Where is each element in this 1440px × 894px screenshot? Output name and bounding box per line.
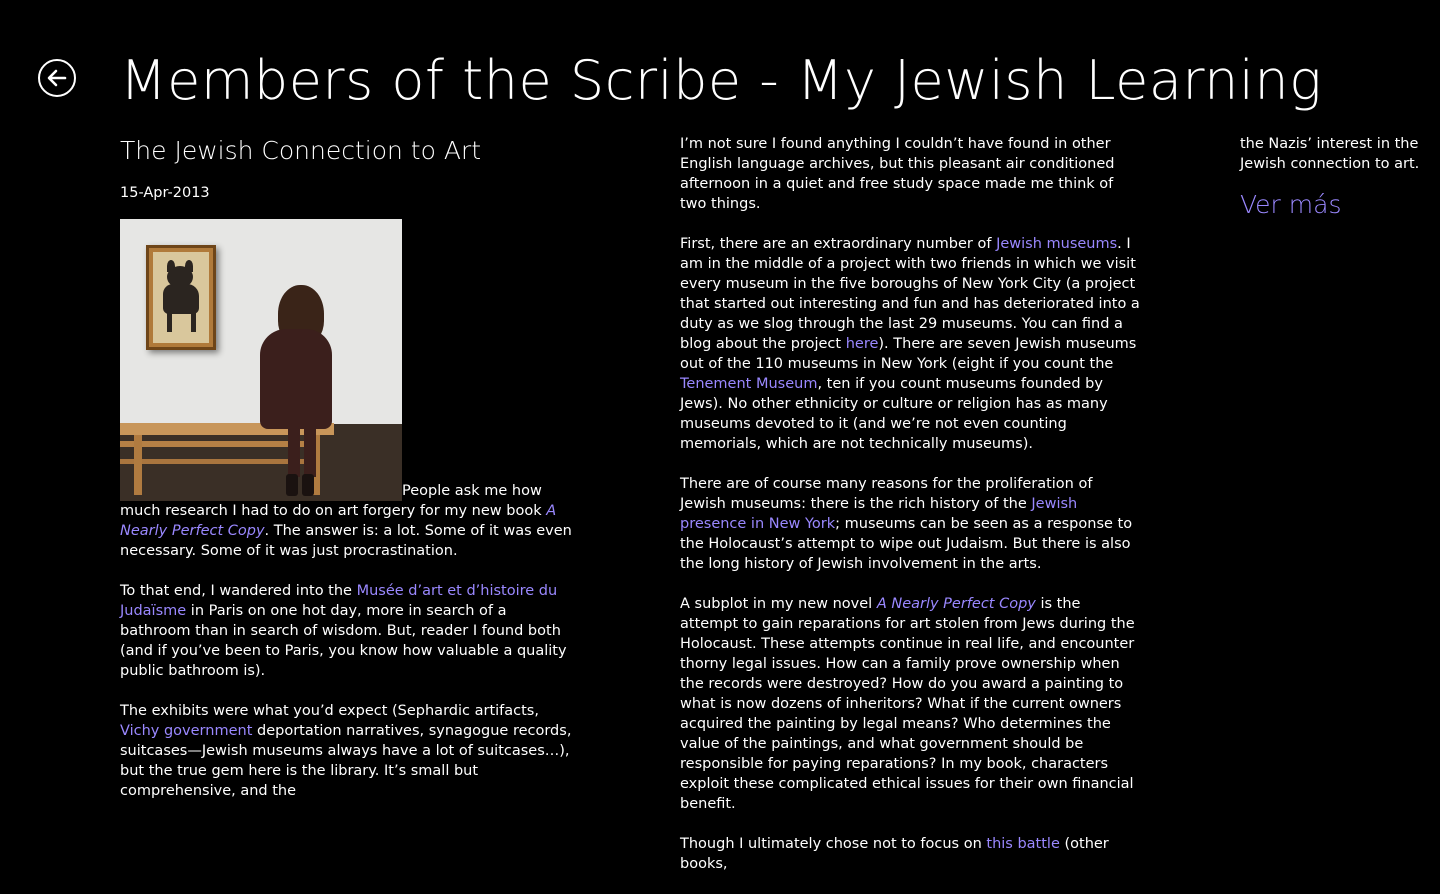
paragraph-3: The exhibits were what you’d expect (Sephardic artifacts, Vichy government deportation narratives, synagogue records, suitcases—Jewish museums always have a lot of suitcases…), but the true gem here is the library. It’s small but comprehensive, and the: [120, 703, 572, 799]
see-more-link[interactable]: Ver más: [1240, 190, 1342, 219]
paragraph-7: A subplot in my new novel A Nearly Perfect Copy is the attempt to gain reparations for art stolen from Jews during the Holocaust. These attempts continue in real life, and encounter thorny legal issues. How can a family prove ownership when the records were destroyed? How do you award a painting to what is now dozens of inheritors? What if the current owners acquired the painting by legal means? Who determines the value of the paintings, and what government should be responsible for paying reparations? In my book, characters exploit these complicated ethical issues for their own financial benefit.: [680, 596, 1135, 812]
jewish-presence-link[interactable]: Jewish presence in New York: [680, 496, 1078, 532]
here-link[interactable]: here: [845, 336, 879, 352]
dog-painting: [146, 245, 216, 350]
article-image: [120, 219, 402, 501]
paragraph-1: People ask me how much research I had to do on art forgery for my new book A Nearly Perfect Copy. The answer is: a lot. Some of it was even necessary. Some of it was just procrastination.: [120, 219, 580, 561]
article-title: The Jewish Connection to Art: [120, 136, 482, 165]
article-date: 15-Apr-2013: [120, 185, 210, 201]
jewish-museums-link[interactable]: Jewish museums: [996, 236, 1118, 252]
paragraph-5: First, there are an extraordinary number of Jewish museums. I am in the middle of a project with two friends in which we visit every museum in the five boroughs of New York City (a project that started out interesting and fun and has deteriorated into a duty as we slog through the last 29 museums. You can find a blog about the project here). There are seven Jewish museums out of the 110 museums in New York (eight if you count the Tenement Museum, ten if you count museums founded by Jews). No other ethnicity or culture or religion has as many museums devoted to it (and we’re not even counting memorials, which are not technically museums).: [680, 236, 1140, 452]
back-button[interactable]: [38, 59, 76, 97]
vichy-government-link[interactable]: Vichy government: [120, 723, 253, 739]
tenement-museum-link[interactable]: Tenement Museum: [680, 376, 818, 392]
paragraph-4: I’m not sure I found anything I couldn’t have found in other English language archives, but this pleasant air conditioned afternoon in a quiet and free study space made me think of two things.: [680, 136, 1115, 212]
book-link[interactable]: A Nearly Perfect Copy: [120, 503, 557, 539]
back-arrow-icon: [45, 66, 69, 90]
this-battle-link[interactable]: this battle: [986, 836, 1060, 852]
paragraph-2: To that end, I wandered into the Musée d’art et d’histoire du Judaïsme in Paris on one hot day, more in search of a bathroom than in search of wisdom. But, reader I found both (and if you’ve been to Paris, you know how valuable a quality public bathroom is).: [120, 583, 567, 679]
novel-link[interactable]: A Nearly Perfect Copy: [876, 596, 1036, 612]
paragraph-6: There are of course many reasons for the proliferation of Jewish museums: there is the rich history of the Jewish presence in New York; museums can be seen as a response to the Holocaust’s attempt to wipe out Judaism. But there is also the long history of Jewish involvement in the arts.: [680, 476, 1133, 572]
page-title: Members of the Scribe - My Jewish Learning: [120, 49, 1323, 112]
article-column-3: [1240, 134, 1420, 222]
museum-link[interactable]: Musée d’art et d’histoire du Judaïsme: [120, 583, 558, 619]
paragraph-9: the Nazis’ interest in the Jewish connection to art.: [1240, 136, 1420, 172]
article-column-2: [680, 134, 1140, 894]
article-column-1: [120, 134, 580, 821]
paragraph-8: Though I ultimately chose not to focus on this battle (other books,: [680, 836, 1109, 872]
